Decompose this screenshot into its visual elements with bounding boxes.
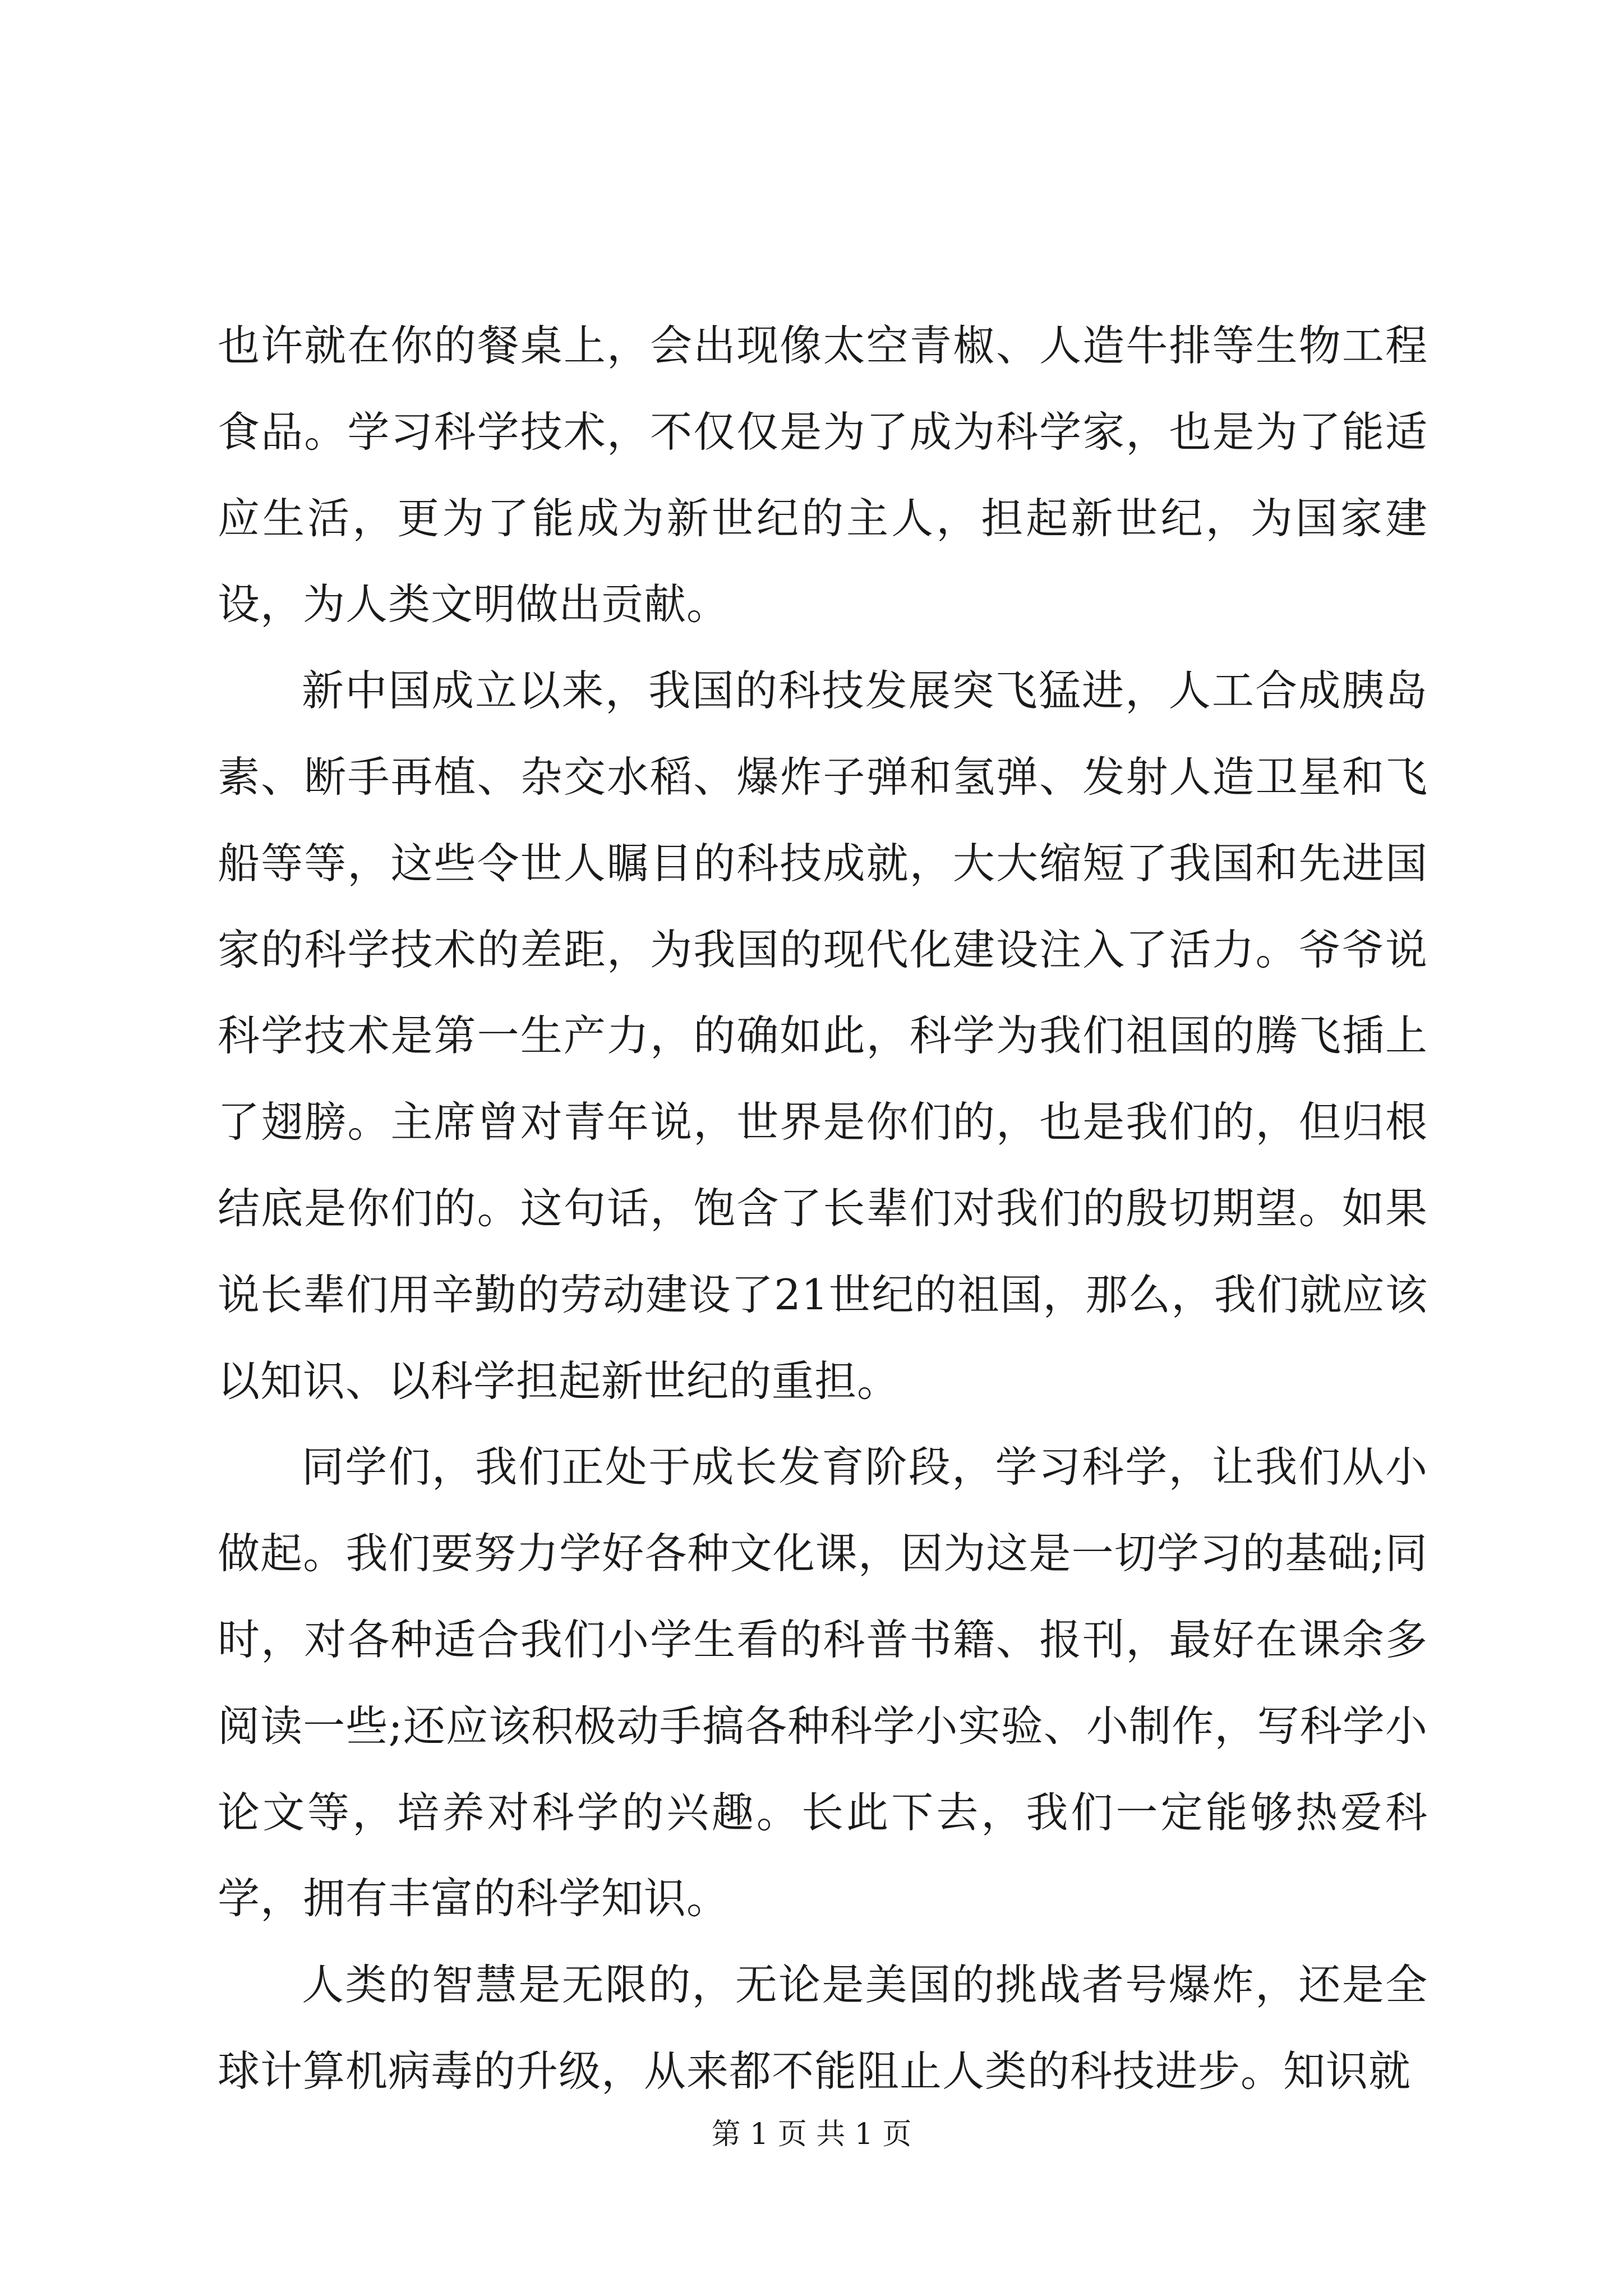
page-footer: 第 1 页 共 1 页 [711, 2118, 912, 2151]
paragraph-3: 同学们，我们正处于成长发育阶段，学习科学，让我们从小做起。我们要努力学好各种文化课，因为这是一切学习的基础;同时，对各种适合我们小学生看的科普书籍、报刊，最好在课余多阅读一些;还应该积极动手搞各种科学小实验、小制作，写科学小论文等，培养对科学的兴趣。长此下去，我们一定能够热爱科学，拥有丰富的科学知识。 [218, 1442, 1428, 1924]
paragraph-4: 人类的智慧是无限的，无论是美国的挑战者号爆炸，还是全球计算机病毒的升级，从来都不能阻止人类的科技进步。知识就 [218, 1960, 1428, 2096]
paragraph-2: 新中国成立以来，我国的科技发展突飞猛进，人工合成胰岛素、断手再植、杂交水稻、爆炸子弹和氢弹、发射人造卫星和飞船等等，这些令世人瞩目的科技成就，大大缩短了我国和先进国家的科学技术的差距，为我国的现代化建设注入了活力。爷爷说科学技术是第一生产力，的确如此，科学为我们祖国的腾飞插上了翅膀。主席曾对青年说，世界是你们的，也是我们的，但归根结底是你们的。这句话，饱含了长辈们对我们的殷切期望。如果说长辈们用辛勤的劳动建设了21世纪的祖国，那么，我们就应该以知识、以科学担起新世纪的重担。 [218, 666, 1428, 1406]
document-body [218, 303, 1428, 2115]
paragraph-1: 也许就在你的餐桌上，会出现像太空青椒、人造牛排等生物工程食品。学习科学技术，不仅仅是为了成为科学家，也是为了能适应生活，更为了能成为新世纪的主人，担起新世纪，为国家建设，为人类文明做出贡献。 [218, 321, 1428, 629]
